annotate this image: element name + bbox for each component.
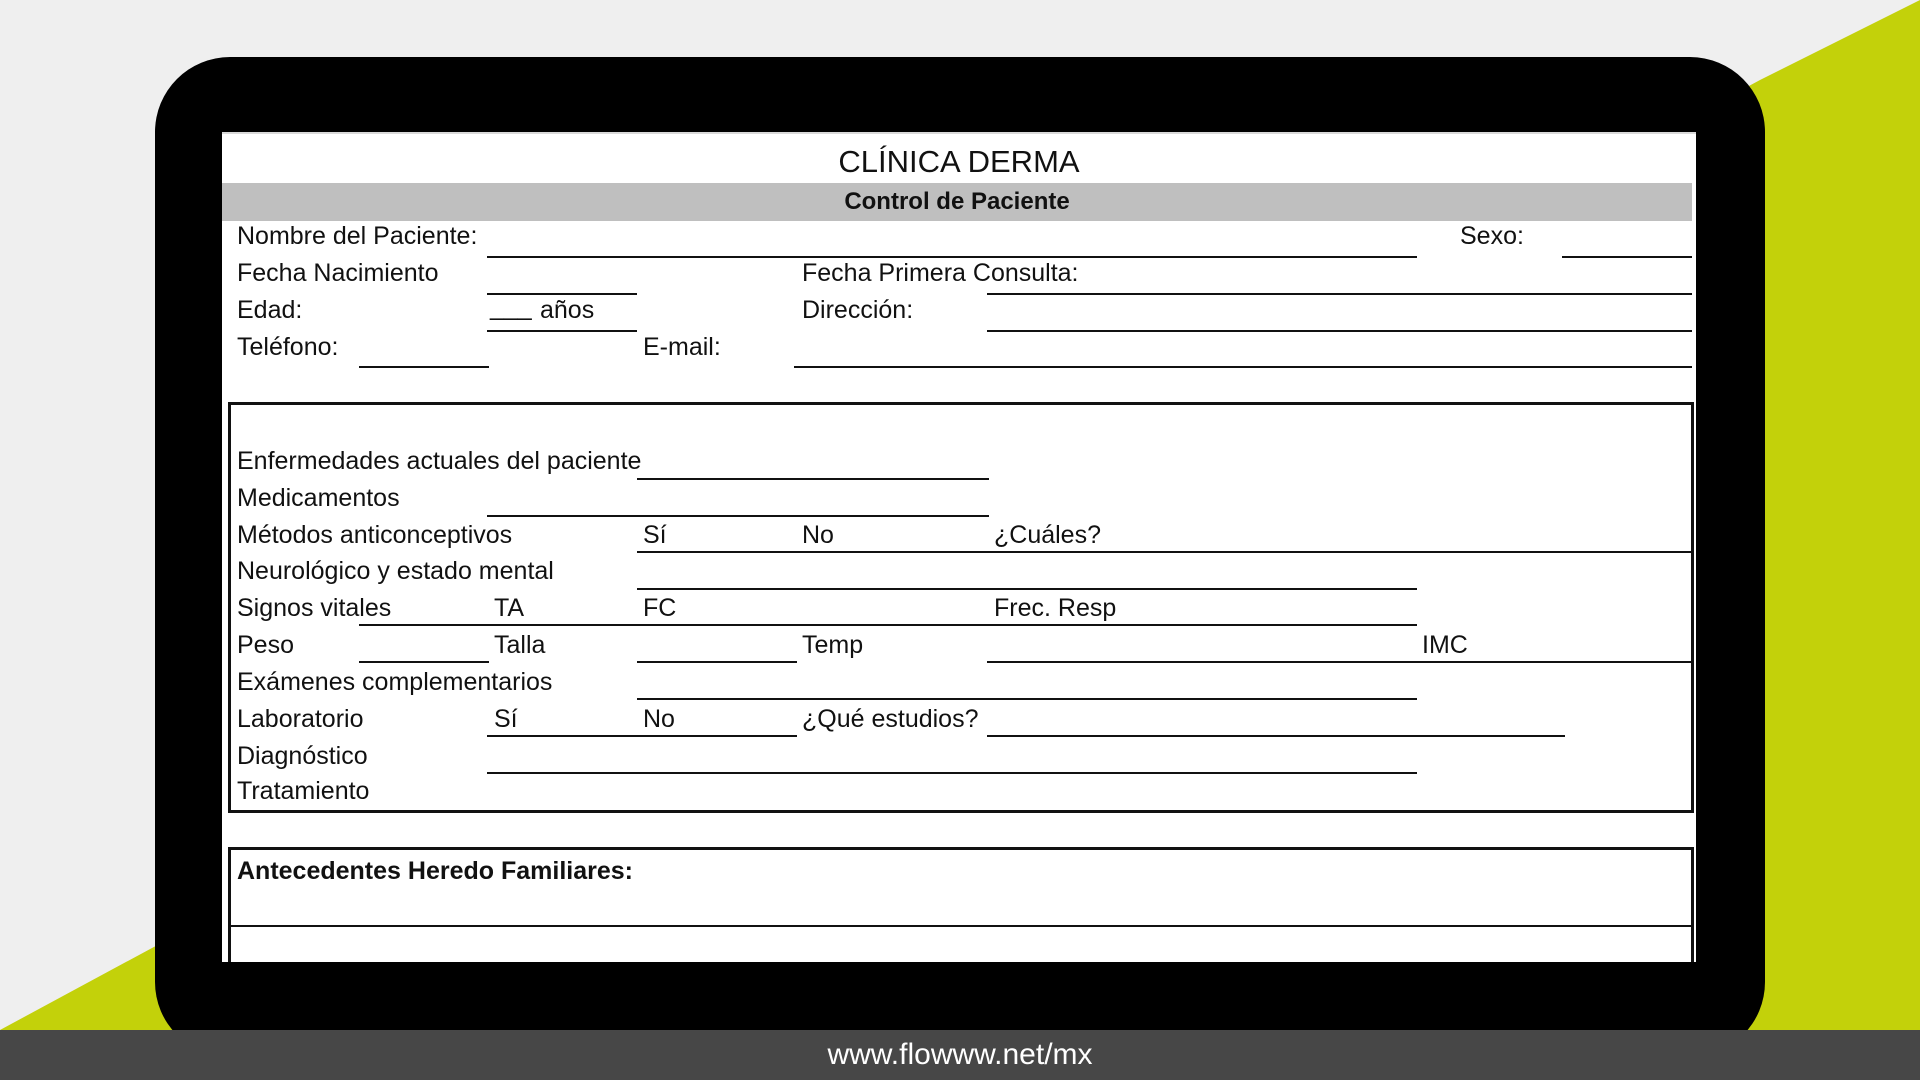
input-line-diagnostico[interactable] xyxy=(487,772,1417,774)
label-temp: Temp xyxy=(802,631,864,659)
footer-url[interactable]: www.flowww.net/mx xyxy=(827,1038,1093,1071)
label-ta: TA xyxy=(494,594,525,622)
label-telefono: Teléfono: xyxy=(237,333,339,361)
input-line-email[interactable] xyxy=(794,366,1692,368)
input-line-medicamentos[interactable] xyxy=(487,515,989,517)
input-line-edad[interactable] xyxy=(487,330,637,332)
label-fc: FC xyxy=(643,594,677,622)
label-neurologico: Neurológico y estado mental xyxy=(237,557,554,585)
label-enfermedades: Enfermedades actuales del paciente xyxy=(237,447,642,475)
input-line-talla[interactable] xyxy=(637,661,797,663)
input-line-sexo[interactable] xyxy=(1562,256,1692,258)
label-nombre: Nombre del Paciente: xyxy=(237,222,478,250)
input-line-que-estudios[interactable] xyxy=(987,735,1565,737)
label-fecha-nacimiento: Fecha Nacimiento xyxy=(237,259,439,287)
input-line-telefono[interactable] xyxy=(359,366,489,368)
label-peso: Peso xyxy=(237,631,294,659)
input-line-examenes[interactable] xyxy=(637,698,1417,700)
input-line-peso[interactable] xyxy=(359,661,489,663)
form-subtitle: Control de Paciente xyxy=(844,188,1070,215)
metodos-option-si[interactable]: Sí xyxy=(643,521,667,549)
input-line-fecha-primera[interactable] xyxy=(987,293,1692,295)
footer-url-bar xyxy=(0,1030,1920,1080)
label-laboratorio: Laboratorio xyxy=(237,705,364,733)
label-que-estudios: ¿Qué estudios? xyxy=(802,705,979,733)
label-tratamiento: Tratamiento xyxy=(237,777,370,805)
clinic-title: CLÍNICA DERMA xyxy=(838,144,1080,179)
label-frec-resp: Frec. Resp xyxy=(994,594,1117,622)
sheet-gridline xyxy=(222,132,1696,134)
label-metodos: Métodos anticonceptivos xyxy=(237,521,513,549)
input-line-temp[interactable] xyxy=(987,661,1417,663)
input-line-laboratorio[interactable] xyxy=(487,735,797,737)
input-line-imc[interactable] xyxy=(1417,661,1692,663)
subtitle-bar xyxy=(222,183,1692,221)
metodos-option-no[interactable]: No xyxy=(802,521,834,549)
label-diagnostico: Diagnóstico xyxy=(237,742,368,770)
input-line-direccion[interactable] xyxy=(987,330,1692,332)
label-talla: Talla xyxy=(494,631,546,659)
label-imc: IMC xyxy=(1422,631,1468,659)
label-examenes: Exámenes complementarios xyxy=(237,668,553,696)
label-medicamentos: Medicamentos xyxy=(237,484,400,512)
laboratorio-option-no[interactable]: No xyxy=(643,705,675,733)
laboratorio-option-si[interactable]: Sí xyxy=(494,705,518,733)
input-line-neurologico[interactable] xyxy=(637,588,1417,590)
input-line-metodos[interactable] xyxy=(637,551,1692,553)
label-cuales: ¿Cuáles? xyxy=(994,521,1101,549)
label-edad: Edad: xyxy=(237,296,303,324)
label-signos-vitales: Signos vitales xyxy=(237,594,392,622)
input-line-enfermedades[interactable] xyxy=(637,478,989,480)
antecedentes-divider xyxy=(228,925,1694,927)
label-anos: años xyxy=(540,296,595,324)
label-antecedentes: Antecedentes Heredo Familiares: xyxy=(237,857,633,885)
label-direccion: Dirección: xyxy=(802,296,914,324)
label-email: E-mail: xyxy=(643,333,721,361)
edad-blank: ___ xyxy=(490,293,532,321)
label-fecha-primera-consulta: Fecha Primera Consulta: xyxy=(802,259,1079,287)
label-sexo: Sexo: xyxy=(1460,222,1524,250)
patient-control-form xyxy=(222,132,1696,962)
input-line-signos-vitales[interactable] xyxy=(359,624,1417,626)
